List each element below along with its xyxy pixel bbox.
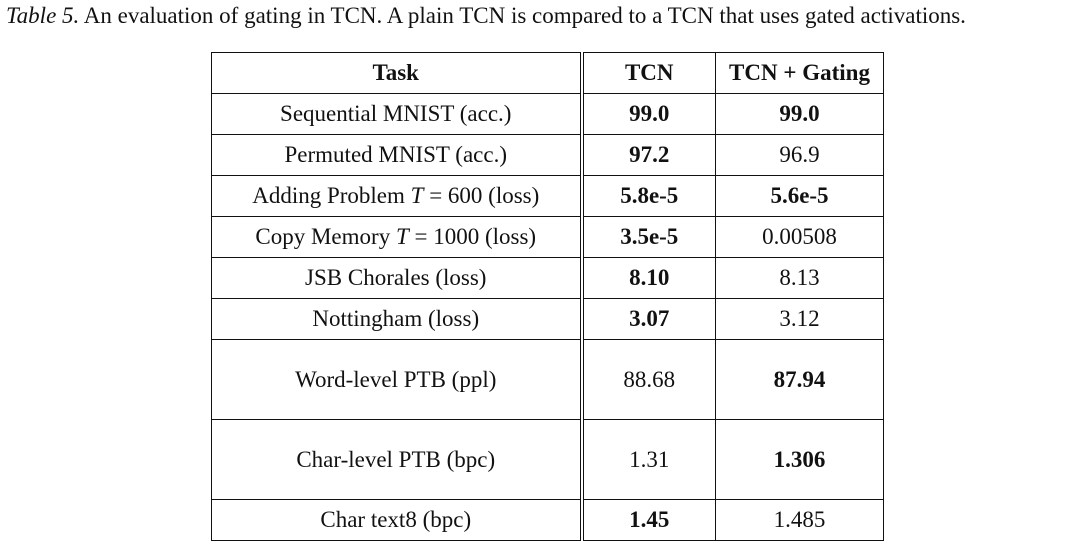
table-row (212, 420, 884, 500)
tcn-gating-value-cell: 87.94 (716, 340, 884, 420)
table-row (212, 94, 884, 135)
caption-text: An evaluation of gating in TCN. A plain TCN is compared to a TCN that uses gated activations. (83, 3, 966, 28)
table-row (212, 217, 884, 258)
task-math-variable: T (410, 183, 424, 208)
tcn-gating-value-cell: 1.485 (716, 500, 884, 541)
task-cell: Char text8 (bpc) (212, 500, 582, 541)
tcn-gating-value-cell: 8.13 (716, 258, 884, 299)
tcn-value-cell: 8.10 (582, 258, 716, 299)
table-row (212, 500, 884, 541)
table-body (212, 94, 884, 541)
task-cell: Word-level PTB (ppl) (212, 340, 582, 420)
task-cell: Nottingham (loss) (212, 299, 582, 340)
task-cell: Permuted MNIST (acc.) (212, 135, 582, 176)
task-text: Adding Problem (252, 183, 411, 208)
tcn-value-cell: 99.0 (582, 94, 716, 135)
tcn-value-cell: 1.45 (582, 500, 716, 541)
tcn-gating-value-cell: 1.306 (716, 420, 884, 500)
table-header-row (212, 53, 884, 94)
tcn-gating-value-cell: 99.0 (716, 94, 884, 135)
table-row (212, 340, 884, 420)
results-table (211, 52, 884, 541)
tcn-value-cell: 1.31 (582, 420, 716, 500)
tcn-value-cell: 97.2 (582, 135, 716, 176)
task-math-variable: T (395, 224, 409, 249)
table-row (212, 299, 884, 340)
task-cell: Sequential MNIST (acc.) (212, 94, 582, 135)
task-cell (212, 176, 582, 217)
header-tcn: TCN (582, 53, 716, 94)
header-tcn-gating: TCN + Gating (716, 53, 884, 94)
task-text: Copy Memory (255, 224, 396, 249)
table-row (212, 135, 884, 176)
table-row (212, 258, 884, 299)
task-text: = 600 (loss) (423, 183, 540, 208)
tcn-value-cell: 3.5e-5 (582, 217, 716, 258)
header-task: Task (212, 53, 582, 94)
task-cell (212, 217, 582, 258)
tcn-value-cell: 88.68 (582, 340, 716, 420)
caption-label: Table 5. (6, 3, 80, 28)
tcn-gating-value-cell: 3.12 (716, 299, 884, 340)
tcn-value-cell: 3.07 (582, 299, 716, 340)
table-caption (6, 2, 1086, 30)
tcn-gating-value-cell: 96.9 (716, 135, 884, 176)
tcn-value-cell: 5.8e-5 (582, 176, 716, 217)
table-row (212, 176, 884, 217)
task-text: = 1000 (loss) (408, 224, 537, 249)
tcn-gating-value-cell: 5.6e-5 (716, 176, 884, 217)
task-cell: JSB Chorales (loss) (212, 258, 582, 299)
tcn-gating-value-cell: 0.00508 (716, 217, 884, 258)
task-cell: Char-level PTB (bpc) (212, 420, 582, 500)
